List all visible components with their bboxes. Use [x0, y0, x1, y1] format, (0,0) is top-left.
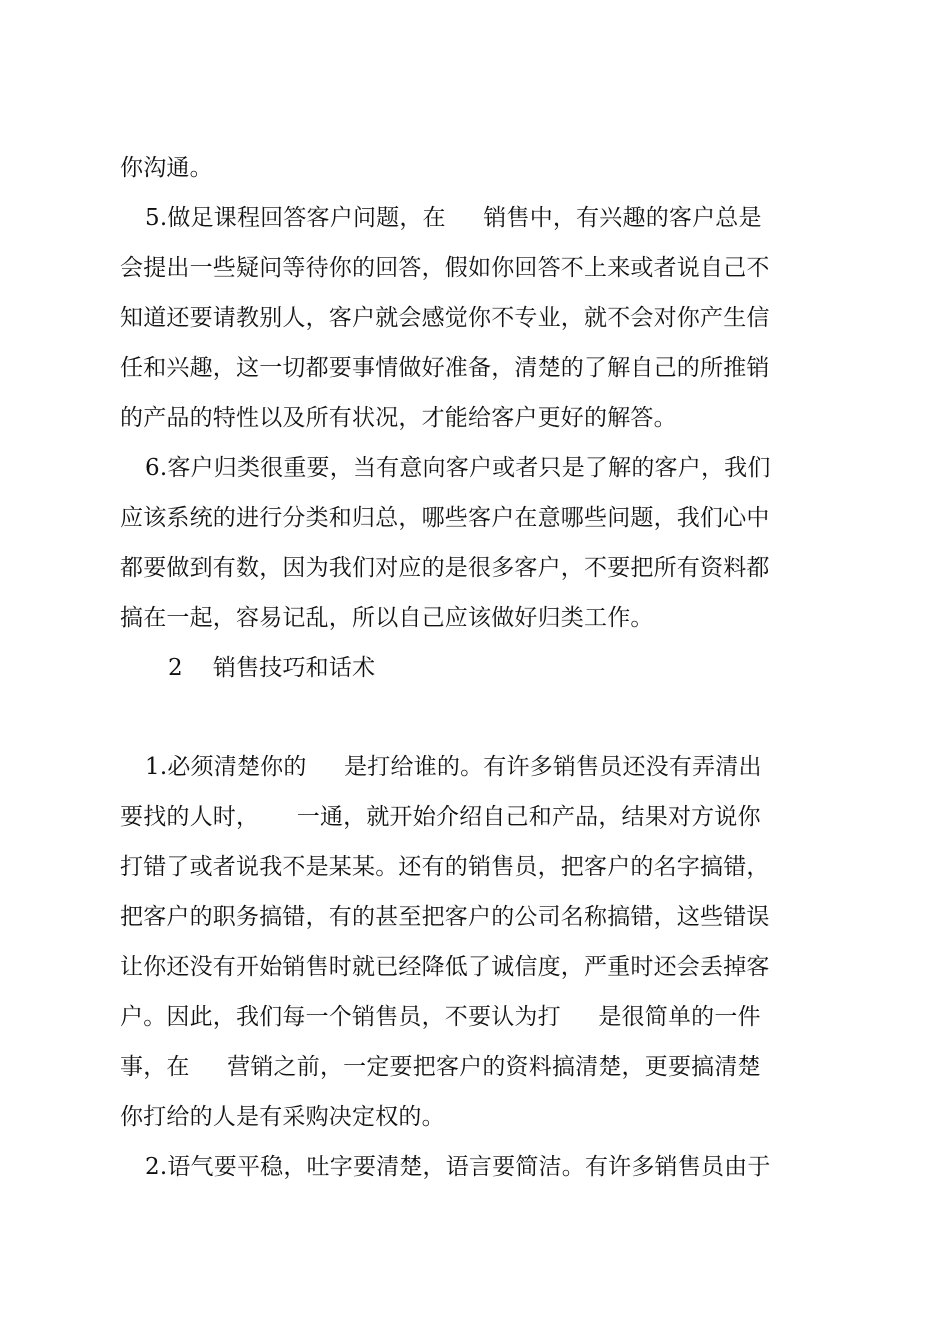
text-line: 1.必须清楚你的 是打给谁的。有许多销售员还没有弄清出	[145, 754, 762, 780]
text-line: 都要做到有数，因为我们对应的是很多客户，不要把所有资料都	[120, 555, 770, 581]
text-line: 要找的人时， 一通，就开始介绍自己和产品，结果对方说你	[120, 804, 761, 830]
text-line: 户。因此，我们每一个销售员，不要认为打 是很简单的一件	[120, 1004, 761, 1030]
text-line: 把客户的职务搞错，有的甚至把客户的公司名称搞错，这些错误	[120, 904, 770, 930]
text-line: 让你还没有开始销售时就已经降低了诚信度，严重时还会丢掉客	[120, 954, 770, 980]
text-line: 打错了或者说我不是某某。还有的销售员，把客户的名字搞错，	[120, 854, 770, 880]
text-line: 2.语气要平稳，吐字要清楚，语言要简洁。有许多销售员由于	[145, 1154, 771, 1180]
text-line: 5.做足课程回答客户问题，在 销售中，有兴趣的客户总是	[145, 205, 762, 231]
text-line: 你打给的人是有采购决定权的。	[120, 1104, 445, 1130]
text-line: 知道还要请教别人，客户就会感觉你不专业，就不会对你产生信	[120, 305, 770, 331]
text-line: 任和兴趣，这一切都要事情做好准备，清楚的了解自己的所推销	[120, 355, 770, 381]
text-line: 搞在一起，容易记乱，所以自己应该做好归类工作。	[120, 605, 654, 631]
section-heading: 2 销售技巧和话术	[168, 655, 376, 681]
text-line: 会提出一些疑问等待你的回答，假如你回答不上来或者说自己不	[120, 255, 770, 281]
text-line: 你沟通。	[120, 155, 213, 181]
text-line: 6.客户归类很重要，当有意向客户或者只是了解的客户，我们	[145, 455, 771, 481]
text-line: 的产品的特性以及所有状况，才能给客户更好的解答。	[120, 405, 677, 431]
text-line: 应该系统的进行分类和归总，哪些客户在意哪些问题，我们心中	[120, 505, 770, 531]
text-line: 事，在 营销之前，一定要把客户的资料搞清楚，更要搞清楚	[120, 1054, 761, 1080]
